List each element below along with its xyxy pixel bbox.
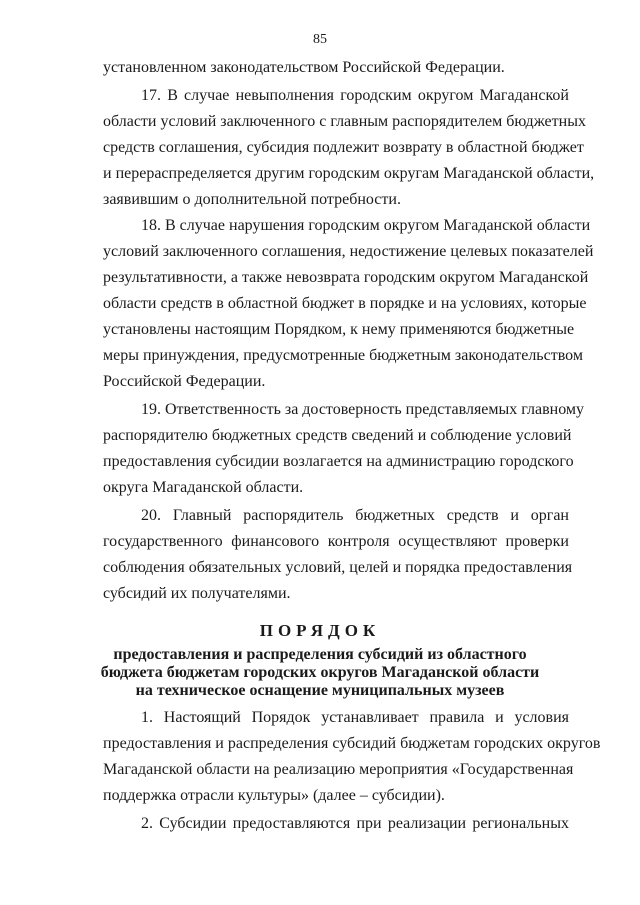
paragraph-line: условий заключенного соглашения, недостижение целевых показателей — [103, 243, 594, 260]
paragraph-line: и перераспределяется другим городским округам Магаданской области, — [103, 165, 595, 182]
paragraph-line: 1. Настоящий Порядок устанавливает правила и условия — [141, 709, 569, 726]
paragraph-line: заявившим о дополнительной потребности. — [103, 191, 401, 208]
paragraph-line: Магаданской области на реализацию мероприятия «Государственная — [103, 761, 574, 778]
paragraph-line: области средств в областной бюджет в порядке и на условиях, которые — [103, 295, 587, 312]
paragraph-line: области условий заключенного с главным распорядителем бюджетных — [103, 113, 586, 130]
paragraph-line: государственного финансового контроля осуществляют проверки — [103, 533, 569, 550]
paragraph-line: установлены настоящим Порядком, к нему применяются бюджетные — [103, 321, 575, 338]
paragraph-line: результативности, а также невозврата городским округом Магаданской — [103, 269, 589, 286]
paragraph-line: 20. Главный распорядитель бюджетных средств и орган — [141, 507, 569, 524]
paragraph-line: распорядителю бюджетных средств сведений и соблюдение условий — [103, 427, 572, 444]
paragraph-line: предоставления субсидии возлагается на администрацию городского — [103, 453, 574, 470]
paragraph-line: средств соглашения, субсидия подлежит возврату в областной бюджет — [103, 139, 584, 156]
paragraph-line: субсидий их получателями. — [103, 585, 291, 602]
document-body-continued — [103, 0, 601, 905]
heading-subtitle-line: предоставления и распределения субсидий из областного — [113, 646, 527, 663]
paragraph-line: 18. В случае нарушения городским округом Магаданской области — [141, 217, 591, 234]
paragraph-line: поддержка отрасли культуры» (далее – субсидии). — [103, 787, 445, 804]
heading-title: ПОРЯДОК — [259, 621, 381, 640]
paragraph-line: предоставления и распределения субсидий бюджетам городских округов — [103, 735, 601, 752]
paragraph-line: меры принуждения, предусмотренные бюджетным законодательством — [103, 347, 583, 364]
paragraph-line: округа Магаданской области. — [103, 479, 304, 496]
heading-subtitle-line: на техническое оснащение муниципальных музеев — [135, 682, 505, 699]
paragraph-line: 19. Ответственность за достоверность представляемых главному — [141, 401, 585, 418]
paragraph-line: 17. В случае невыполнения городским округом Магаданской — [141, 87, 569, 104]
page-number: 85 — [313, 32, 327, 47]
paragraph-line: 2. Субсидии предоставляются при реализации региональных — [141, 815, 569, 832]
paragraph-line: Российской Федерации. — [103, 373, 266, 390]
previous-paragraph-tail: установленном законодательством Российской Федерации. — [103, 59, 505, 76]
heading-subtitle-line: бюджета бюджетам городских округов Магаданской области — [100, 664, 540, 681]
paragraph-line: соблюдения обязательных условий, целей и порядка предоставления — [103, 559, 573, 576]
